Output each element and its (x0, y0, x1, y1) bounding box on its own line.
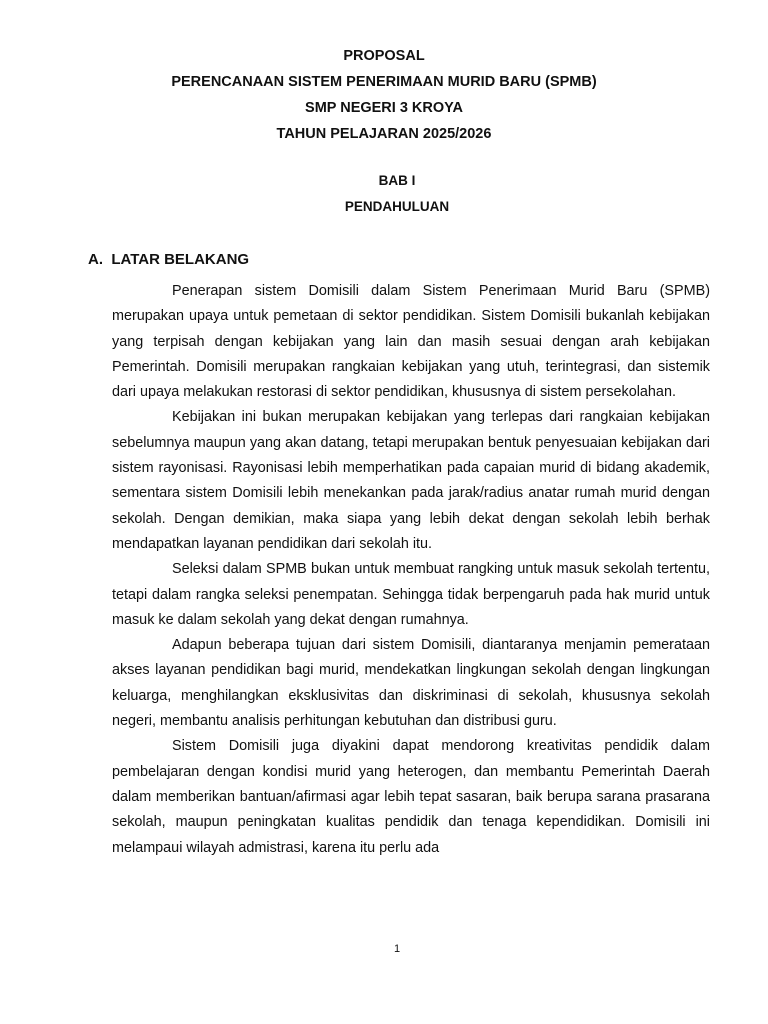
chapter-name: PENDAHULUAN (344, 199, 450, 214)
document-title (0, 46, 768, 150)
title-line: PERENCANAAN SISTEM PENERIMAAN MURID BARU (SPMB) (171, 74, 597, 90)
body-text (112, 279, 710, 861)
title-line: SMP NEGERI 3 KROYA (305, 100, 463, 116)
title-line: TAHUN PELAJARAN 2025/2026 (276, 126, 492, 142)
paragraph: Seleksi dalam SPMB bukan untuk membuat rangking untuk masuk sekolah tertentu, tetapi dalam rangka seleksi penempatan. Sehingga tidak berpengaruh pada hak murid untuk masuk ke dalam sekolah yang dekat dengan rumahnya. (112, 561, 710, 628)
page-number: 1 (393, 943, 401, 955)
paragraph: Penerapan sistem Domisili dalam Sistem Penerimaan Murid Baru (SPMB) merupakan upaya untuk pemetaan di sektor pendidikan. Sistem Domisili bukanlah kebijakan yang terpisah dengan kebijakan yang lain dan masih sesuai dengan arah kebijakan Pemerintah. Domisili merupakan rangkaian kebijakan yang utuh, terintegrasi, dan sistemik dari upaya melakukan restorasi di sektor pendidikan, khususnya di sistem persekolahan. (112, 283, 710, 401)
paragraph: Adapun beberapa tujuan dari sistem Domisili, diantaranya menjamin pemerataan akses layanan pendidikan bagi murid, mendekatkan lingkungan sekolah dengan lingkungan keluarga, menghilangkan eksklusivitas dan diskriminasi di sekolah, khususnya sekolah negeri, membantu analisis perhitungan kebutuhan dan distribusi guru. (112, 637, 710, 730)
paragraph: Sistem Domisili juga diyakini dapat mendorong kreativitas pendidik dalam pembelajaran dengan kondisi murid yang heterogen, dan membantu Pemerintah Daerah dalam memberikan bantuan/afirmasi agar lebih tepat sasaran, baik berupa sarana prasarana sekolah, maupun peningkatan kualitas pendidik dan tenaga kependidikan. Domisili ini melampaui wilayah admistrasi, karena itu perlu ada (112, 738, 710, 856)
chapter-number: BAB I (378, 173, 416, 188)
section-heading: A. LATAR BELAKANG (88, 251, 250, 268)
paragraph: Kebijakan ini bukan merupakan kebijakan yang terlepas dari rangkaian kebijakan sebelumnya maupun yang akan datang, tetapi merupakan bentuk penyesuaian kebijakan dari sistem rayonisasi. Rayonisasi lebih memperhatikan pada capaian murid di bidang akademik, sementara sistem Domisili lebih menekankan pada jarak/radius anatar rumah murid dengan sekolah. Dengan demikian, maka siapa yang lebih dekat dengan sekolah lebih berhak mendapatkan layanan pendidikan dari sekolah itu. (112, 409, 710, 552)
title-line: PROPOSAL (343, 48, 425, 64)
chapter-heading (0, 172, 768, 224)
